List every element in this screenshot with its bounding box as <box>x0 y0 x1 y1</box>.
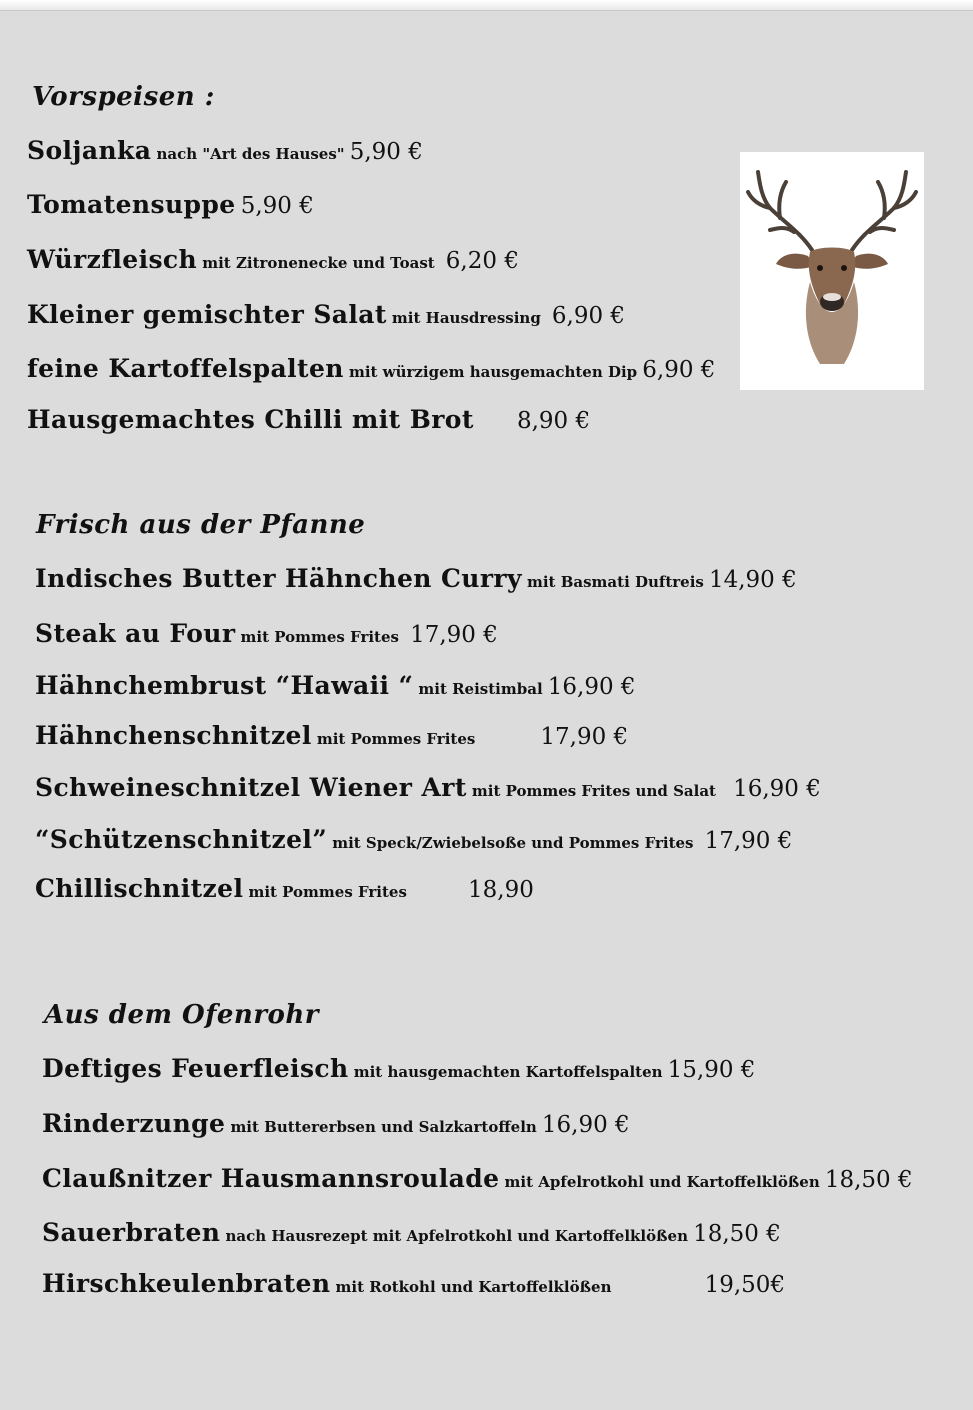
menu-item <box>27 138 423 164</box>
menu-item <box>35 621 498 647</box>
menu-item <box>27 247 519 273</box>
item-description: mit Buttererbsen und Salzkartoffeln <box>230 1118 537 1136</box>
menu-item <box>27 192 314 218</box>
item-name: Hirschkeulenbraten <box>42 1269 331 1298</box>
item-name: Deftiges Feuerfleisch <box>42 1054 349 1083</box>
item-price: 17,90 € <box>410 622 498 648</box>
menu-item <box>27 356 715 382</box>
item-price: 15,90 € <box>667 1057 756 1083</box>
menu-item <box>42 1166 913 1192</box>
item-price: 18,90 <box>468 877 534 903</box>
item-description: mit Basmati Duftreis <box>526 573 704 591</box>
window-top-bar <box>0 0 973 11</box>
item-name: Hausgemachtes Chilli mit Brot <box>27 405 474 434</box>
menu-item <box>35 775 821 801</box>
item-price: 18,50 € <box>824 1167 913 1193</box>
item-description: mit Zitronenecke und Toast <box>202 254 435 272</box>
item-name: Tomatensuppe <box>27 190 236 219</box>
menu-item <box>27 407 590 433</box>
menu-item <box>35 827 792 853</box>
menu-item <box>35 566 797 592</box>
deer-illustration <box>740 152 924 390</box>
item-price: 16,90 € <box>541 1112 630 1138</box>
section-heading-pfanne: Frisch aus der Pfanne <box>36 510 366 540</box>
menu-item <box>42 1220 781 1246</box>
item-name: Kleiner gemischter Salat <box>27 300 387 329</box>
deer-head-icon <box>740 152 924 390</box>
item-name: Rinderzunge <box>42 1109 226 1138</box>
item-price: 5,90 € <box>349 139 423 165</box>
item-price: 14,90 € <box>708 567 797 593</box>
item-description: nach Hausrezept mit Apfelrotkohl und Kartoffelklößen <box>225 1227 688 1245</box>
item-name: Chillischnitzel <box>35 874 244 903</box>
menu-item <box>35 876 534 902</box>
item-name: Hähnchenschnitzel <box>35 721 312 750</box>
item-price: 16,90 € <box>733 776 821 802</box>
item-price: 18,50 € <box>693 1221 781 1247</box>
item-name: Indisches Butter Hähnchen Curry <box>35 564 522 593</box>
menu-item <box>42 1271 785 1297</box>
item-price: 6,20 € <box>445 248 519 274</box>
item-description: mit Speck/Zwiebelsoße und Pommes Frites <box>332 834 694 852</box>
menu-item <box>42 1056 755 1082</box>
item-description: mit Apfelrotkohl und Kartoffelklößen <box>504 1173 820 1191</box>
menu-item <box>42 1111 630 1137</box>
item-description: mit würzigem hausgemachten Dip <box>348 363 638 381</box>
item-price: 16,90 € <box>547 674 636 700</box>
section-heading-ofenrohr: Aus dem Ofenrohr <box>44 1000 319 1030</box>
item-name: Schweineschnitzel Wiener Art <box>35 773 467 802</box>
item-name: feine Kartoffelspalten <box>27 354 344 383</box>
item-description: mit Pommes Frites <box>316 730 476 748</box>
item-price: 17,90 € <box>540 724 629 750</box>
section-heading-vorspeisen: Vorspeisen : <box>32 82 215 112</box>
item-description: mit Rotkohl und Kartoffelklößen <box>335 1278 612 1296</box>
item-price: 19,50€ <box>704 1272 786 1298</box>
item-name: Sauerbraten <box>42 1218 221 1247</box>
item-price: 5,90 € <box>240 193 314 219</box>
item-description: mit Hausdressing <box>391 309 541 327</box>
item-description: mit Reistimbal <box>418 680 543 698</box>
item-price: 6,90 € <box>642 357 716 383</box>
menu-item <box>35 723 628 749</box>
item-description: mit Pommes Frites und Salat <box>471 782 716 800</box>
item-price: 6,90 € <box>551 303 626 329</box>
item-description: mit Pommes Frites <box>248 883 407 901</box>
item-name: Würzfleisch <box>27 245 198 274</box>
item-price: 8,90 € <box>516 408 591 434</box>
item-name: Soljanka <box>27 136 152 165</box>
item-name: Steak au Four <box>35 619 236 648</box>
menu-item <box>35 673 636 699</box>
item-description: nach "Art des Hauses" <box>156 145 345 163</box>
item-description: mit Pommes Frites <box>240 628 399 646</box>
item-name: Claußnitzer Hausmannsroulade <box>42 1164 500 1193</box>
item-name: “Schützenschnitzel” <box>35 825 328 854</box>
menu-item <box>27 302 625 328</box>
item-description: mit hausgemachten Kartoffelspalten <box>353 1063 663 1081</box>
item-name: Hähnchembrust “Hawaii “ <box>35 671 414 700</box>
item-price: 17,90 € <box>704 828 793 854</box>
